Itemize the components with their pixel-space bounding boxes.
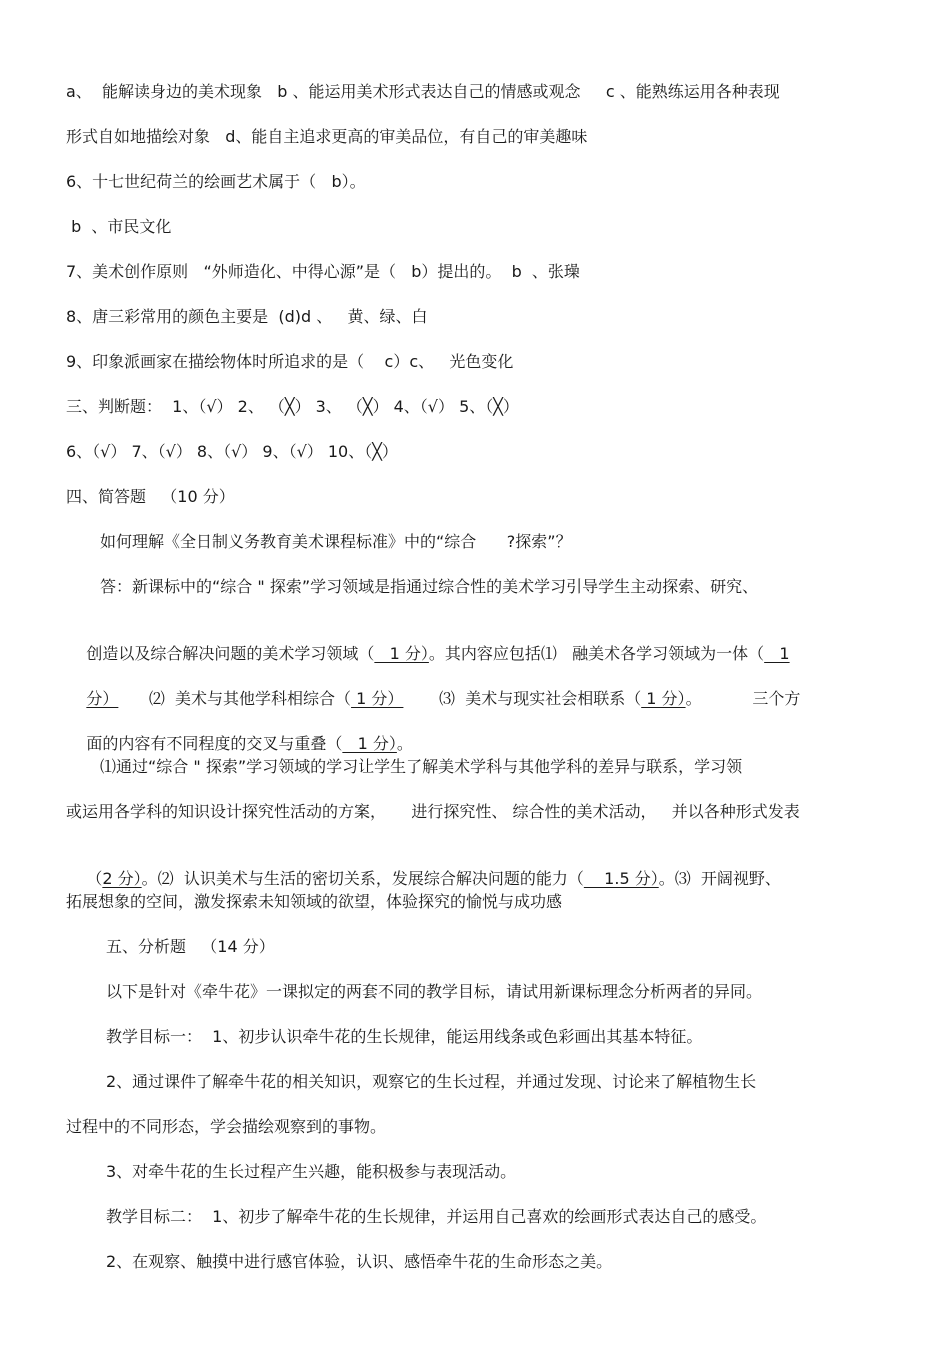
score-mark: 1 分） xyxy=(641,689,686,708)
text-line: 形式自如地描绘对象 d、能自主追求更高的审美品位，有自己的审美趣味 xyxy=(66,127,588,146)
score-mark: 分） xyxy=(86,689,119,708)
text-line: 7、美术创作原则 “外师造化、中得心源”是（ b）提出的。 b 、张璪 xyxy=(66,262,580,281)
section-heading: 五、分析题 （14 分） xyxy=(106,937,275,956)
text-line: 6、（√） 7、（√） 8、（√） 9、（√） 10、（╳） xyxy=(66,442,398,461)
score-mark: 1 分） xyxy=(374,644,429,663)
text-span: 创造以及综合解决问题的美术学习领域（ xyxy=(86,644,375,663)
text-span: 面的内容有不同程度的交叉与重叠（ xyxy=(86,734,343,753)
answer-text: 或运用各学科的知识设计探究性活动的方案， 进行探究性、 综合性的美术活动， 并以各种形式发表 xyxy=(66,802,800,821)
question-text: 如何理解《全日制义务教育美术课程标准》中的“综合 ?探索”？ xyxy=(100,532,572,551)
text-span: ⑶ 美术与现实社会相联系（ xyxy=(403,689,642,708)
answer-text: 拓展想象的空间，激发探索未知领域的欲望，体验探究的愉悦与成功感 xyxy=(66,892,563,911)
goal-text: 教学目标二： 1、初步了解牵牛花的生长规律，并运用自己喜欢的绘画形式表达自己的感受。 xyxy=(106,1207,767,1226)
score-mark: 1 分） xyxy=(342,734,397,753)
text-span: 。 三个方 xyxy=(685,689,801,708)
text-span: （ xyxy=(86,869,103,888)
text-line: 8、唐三彩常用的颜色主要是 (d)d 、 黄、绿、白 xyxy=(66,307,428,326)
answer-text: 答：新课标中的“综合 " 探索”学习领域是指通过综合性的美术学习引导学生主动探索、研究、 xyxy=(100,577,759,596)
goal-text: 2、通过课件了解牵牛花的相关知识，观察它的生长过程，并通过发现、讨论来了解植物生长 xyxy=(106,1072,757,1091)
goal-text: 教学目标一： 1、初步认识牵牛花的生长规律，能运用线条或色彩画出其基本特征。 xyxy=(106,1027,703,1046)
text-span: 。⑵ 认识美术与生活的密切关系，发展综合解决问题的能力（ xyxy=(141,869,584,888)
score-mark: 2 分） xyxy=(102,869,142,888)
text-line: b 、市民文化 xyxy=(66,217,172,236)
text-span: ⑵ 美术与其他学科相综合（ xyxy=(118,689,352,708)
score-mark: 1 分） xyxy=(351,689,404,708)
goal-text: 3、对牵牛花的生长过程产生兴趣，能积极参与表现活动。 xyxy=(106,1162,517,1181)
text-line: 9、印象派画家在描绘物体时所追求的是（ c）c、 光色变化 xyxy=(66,352,514,371)
text-span: 。 xyxy=(396,734,413,753)
question-text: 以下是针对《牵牛花》一课拟定的两套不同的教学目标，请试用新课标理念分析两者的异同。 xyxy=(106,982,763,1001)
score-mark: 1 xyxy=(764,644,790,663)
goal-text: 过程中的不同形态，学会描绘观察到的事物。 xyxy=(66,1117,387,1136)
text-line: 6、十七世纪荷兰的绘画艺术属于（ b）。 xyxy=(66,172,366,191)
goal-text: 2、在观察、触摸中进行感官体验，认识、感悟牵牛花的生命形态之美。 xyxy=(106,1252,613,1271)
text-line: 三、判断题： 1、（√） 2、 （╳） 3、 （╳） 4、（√） 5、（╳） xyxy=(66,397,519,416)
text-line: a、 能解读身边的美术现象 b 、能运用美术形式表达自己的情感或观念 c 、能熟练运用各种表现 xyxy=(66,82,780,101)
score-mark: 1.5 分） xyxy=(583,869,659,888)
answer-text: ⑴通过“综合 " 探索”学习领域的学习让学生了解美术学科与其他学科的差异与联系，学习领 xyxy=(100,757,743,776)
text-span: 。其内容应包括⑴ 融美术各学习领域为一体（ xyxy=(428,644,765,663)
text-span: 。⑶ 开阔视野、 xyxy=(658,869,781,888)
section-heading: 四、简答题 （10 分） xyxy=(66,487,235,506)
